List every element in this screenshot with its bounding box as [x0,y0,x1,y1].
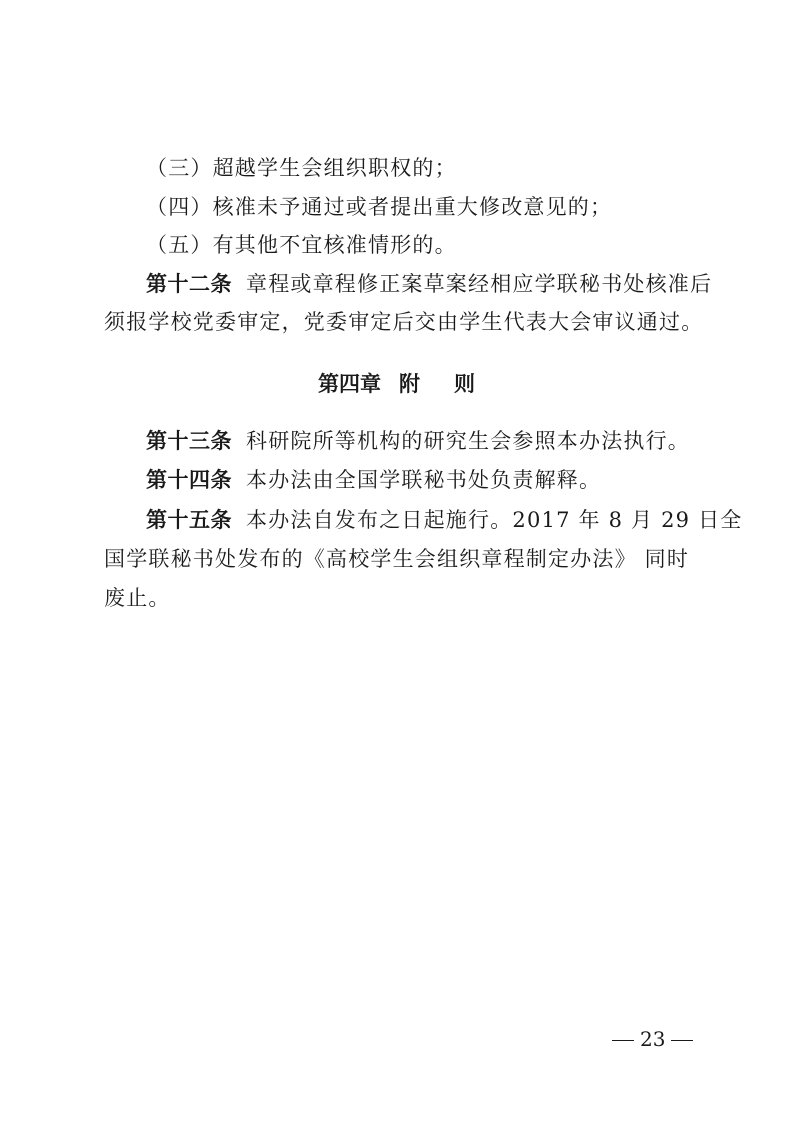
article-14 [146,466,706,494]
article-12-heading: 第十二条 [146,272,232,296]
item-text: 超越学生会组织职权的； [212,156,457,180]
list-item [146,154,706,182]
list-item [146,193,706,221]
article-13 [146,427,706,455]
item-marker: （五） [146,233,213,257]
article-12-line-1 [146,270,713,298]
chapter-heading [0,370,793,398]
item-marker: （四） [146,195,213,219]
item-text: 有其他不宜核准情形的。 [212,233,457,257]
article-15-line-2: 国学联秘书处发布的《高校学生会组织章程制定办法》 同时 [104,547,690,571]
article-15-heading: 第十五条 [146,508,232,532]
article-14-text: 本办法由全国学联秘书处负责解释。 [246,468,602,492]
article-12-text: 章程或章程修正案草案经相应学联秘书处核准后 [246,272,713,296]
article-13-text: 科研院所等机构的研究生会参照本办法执行。 [246,429,690,453]
page-number-value: 23 [640,1027,666,1051]
chapter-title-part-2: 则 [454,372,475,396]
item-marker: （三） [146,156,213,180]
page-number [606,1026,696,1052]
chapter-title-part-1: 附 [399,372,420,396]
page-number-dash-left [612,1040,634,1042]
list-item [146,231,706,259]
article-13-heading: 第十三条 [146,429,232,453]
chapter-number: 第四章 [318,372,381,396]
item-text: 核准未予通过或者提出重大修改意见的； [212,195,613,219]
page-number-dash-right [671,1040,693,1042]
article-12-line-2: 须报学校党委审定，党委审定后交由学生代表大会审议通过。 [104,310,704,334]
article-15-line-3: 废止。 [104,586,171,610]
article-15-text: 本办法自发布之日起施行。2017 年 8 月 29 日全 [246,508,743,532]
article-14-heading: 第十四条 [146,468,232,492]
article-15-line-1 [146,506,743,534]
